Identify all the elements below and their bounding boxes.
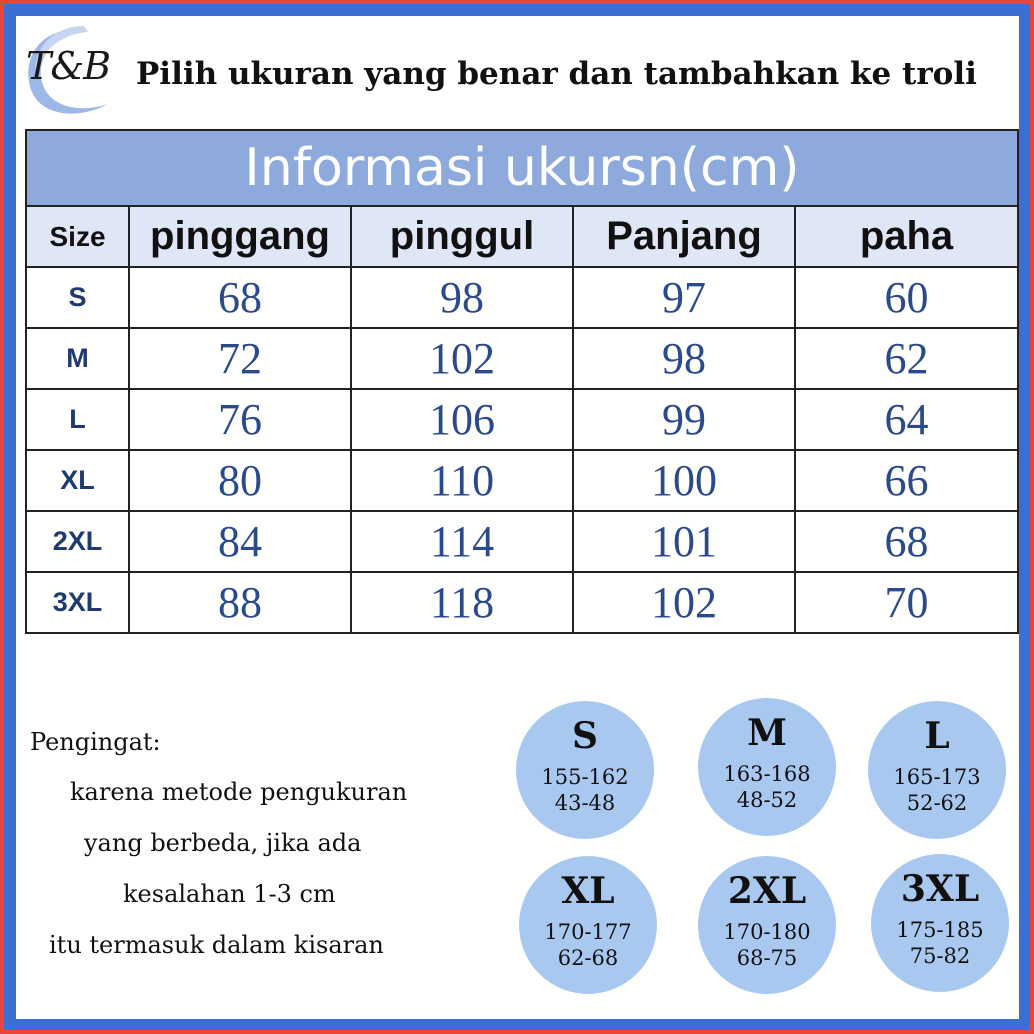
circle-weight-range: 75-82: [909, 944, 971, 968]
circle-size-label: M: [747, 712, 787, 754]
table-title: Informasi ukursn(cm): [27, 131, 1017, 207]
column-header: pinggul: [352, 207, 574, 266]
table-row: [27, 390, 1017, 451]
reminder-line: kesalahan 1-3 cm: [123, 880, 336, 908]
table-cell: 76: [130, 390, 352, 449]
column-header: pinggang: [130, 207, 352, 266]
size-circle-xl: [519, 856, 657, 994]
circle-weight-range: 62-68: [557, 946, 619, 970]
size-cell: M: [27, 329, 130, 388]
content-panel: [16, 16, 1019, 1019]
size-cell: S: [27, 268, 130, 327]
table-cell: 118: [352, 573, 574, 632]
table-cell: 80: [130, 451, 352, 510]
brand-logo: [18, 22, 128, 122]
size-cell: 2XL: [27, 512, 130, 571]
circle-size-label: 2XL: [727, 870, 807, 912]
circle-weight-range: 52-62: [906, 791, 968, 815]
circle-size-label: 3XL: [900, 868, 980, 910]
table-cell: 110: [352, 451, 574, 510]
table-row: [27, 573, 1017, 632]
circle-size-label: XL: [561, 870, 615, 912]
table-cell: 98: [352, 268, 574, 327]
circle-height-range: 170-180: [723, 920, 811, 944]
table-cell: 60: [884, 273, 929, 322]
table-header-row: [27, 207, 1017, 268]
size-cell: L: [27, 390, 130, 449]
table-cell: 99: [574, 390, 796, 449]
page-title: Pilih ukuran yang benar dan tambahkan ke troli: [136, 56, 977, 92]
size-circle-l: [868, 701, 1006, 839]
size-cell: XL: [27, 451, 130, 510]
table-cell: 114: [352, 512, 574, 571]
logo-text: T&B: [26, 44, 111, 88]
table-row: [27, 329, 1017, 390]
table-cell: 66: [884, 456, 929, 505]
table-cell: 70: [884, 578, 929, 627]
table-cell: 98: [574, 329, 796, 388]
column-header: paha: [859, 214, 954, 258]
circle-size-label: S: [572, 715, 598, 757]
reminder-line: yang berbeda, jika ada: [84, 829, 362, 857]
circle-height-range: 155-162: [541, 765, 629, 789]
circle-height-range: 170-177: [544, 920, 632, 944]
table-cell: 68: [130, 268, 352, 327]
reminder-line: karena metode pengukuran: [70, 778, 408, 806]
circle-weight-range: 43-48: [554, 791, 616, 815]
circle-height-range: 175-185: [896, 918, 984, 942]
circle-weight-range: 48-52: [736, 788, 798, 812]
column-header: Panjang: [574, 207, 796, 266]
table-row: [27, 451, 1017, 512]
column-header: Size: [27, 207, 130, 266]
table-cell: 101: [574, 512, 796, 571]
table-cell: 102: [574, 573, 796, 632]
reminder-heading: Pengingat:: [30, 728, 161, 756]
table-cell: 102: [352, 329, 574, 388]
circle-weight-range: 68-75: [736, 946, 798, 970]
size-cell: 3XL: [27, 573, 130, 632]
table-cell: 72: [130, 329, 352, 388]
table-cell: 64: [884, 395, 929, 444]
table-cell: 97: [574, 268, 796, 327]
circle-height-range: 165-173: [893, 765, 981, 789]
table-row: [27, 512, 1017, 573]
table-cell: 106: [352, 390, 574, 449]
size-circle-2xl: [698, 856, 836, 994]
size-circle-3xl: [871, 854, 1009, 992]
size-table: [25, 129, 1019, 634]
circle-size-label: L: [924, 715, 950, 757]
table-cell: 88: [130, 573, 352, 632]
table-cell: 62: [884, 334, 929, 383]
circle-height-range: 163-168: [723, 762, 811, 786]
table-row: [27, 268, 1017, 329]
outer-frame: [4, 4, 1030, 1030]
reminder-line: itu termasuk dalam kisaran: [49, 931, 384, 959]
size-circle-m: [698, 698, 836, 836]
table-cell: 84: [130, 512, 352, 571]
table-cell: 100: [574, 451, 796, 510]
size-circle-s: [516, 701, 654, 839]
table-cell: 68: [884, 517, 929, 566]
